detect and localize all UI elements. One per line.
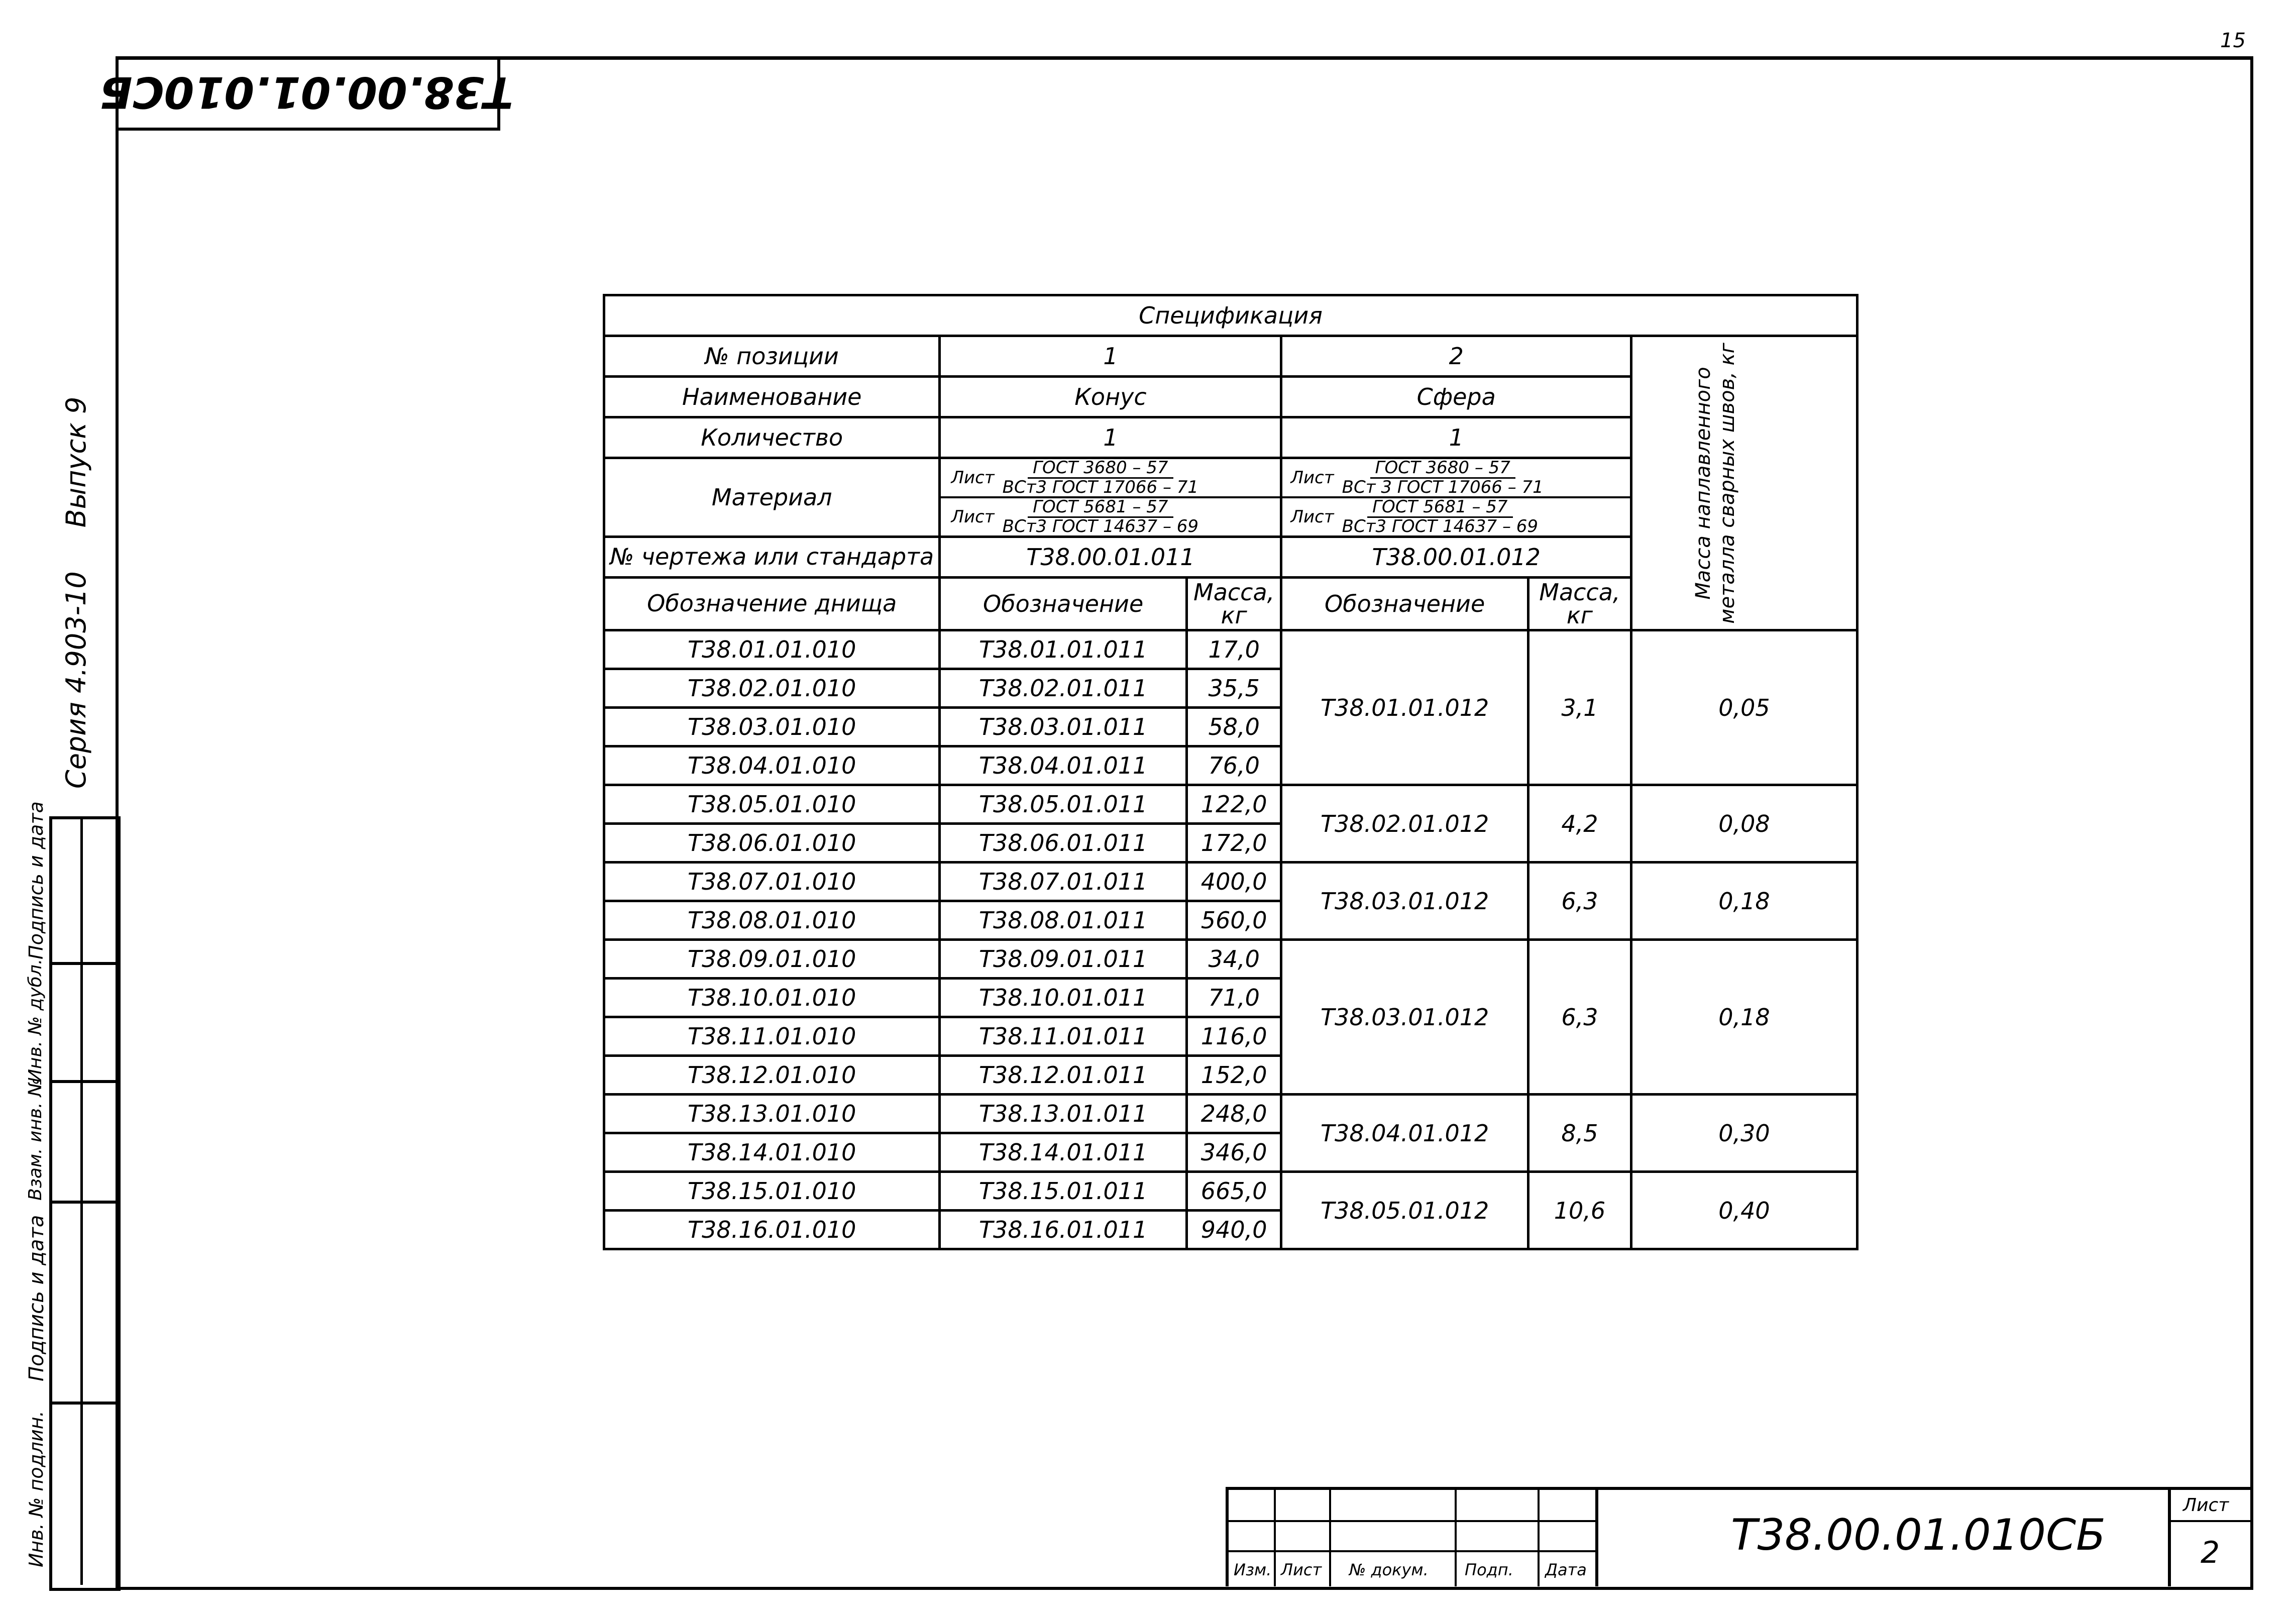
row-header-position: № позиции bbox=[604, 336, 940, 377]
cone-designation: Т38.02.01.011 bbox=[940, 669, 1186, 708]
name-1: Конус bbox=[940, 377, 1281, 417]
mass-header-2: Масса, кг bbox=[1528, 578, 1631, 630]
cone-designation: Т38.11.01.011 bbox=[940, 1017, 1186, 1056]
left-separator-4 bbox=[49, 1402, 118, 1405]
cone-designation: Т38.14.01.011 bbox=[940, 1133, 1186, 1172]
cone-mass: 116,0 bbox=[1186, 1017, 1281, 1056]
bottom-designation: Т38.03.01.010 bbox=[604, 708, 940, 746]
row-header-drawing: № чертежа или стандарта bbox=[604, 537, 940, 578]
sphere-designation: Т38.01.01.012 bbox=[1281, 630, 1528, 785]
material-1-grade-b: ВСт3 ГОСТ 14637 – 69 bbox=[1002, 516, 1199, 536]
cone-designation: Т38.16.01.011 bbox=[940, 1211, 1186, 1249]
spec-row bbox=[604, 940, 1857, 979]
quantity-1: 1 bbox=[940, 417, 1281, 458]
sphere-mass: 4,2 bbox=[1528, 785, 1631, 863]
bottom-designation: Т38.05.01.010 bbox=[604, 785, 940, 824]
cone-mass: 17,0 bbox=[1186, 630, 1281, 669]
bottom-designation: Т38.07.01.010 bbox=[604, 863, 940, 901]
left-label-replace-inv: Взам. инв. № bbox=[25, 1078, 46, 1201]
cone-mass: 34,0 bbox=[1186, 940, 1281, 979]
cone-mass: 122,0 bbox=[1186, 785, 1281, 824]
left-separator-2 bbox=[49, 1080, 118, 1083]
cone-mass: 665,0 bbox=[1186, 1172, 1281, 1211]
material-1-sheet-label-a: Лист bbox=[951, 468, 995, 488]
title-block-sheet-label: Лист bbox=[2183, 1495, 2229, 1516]
weld-mass: 0,08 bbox=[1631, 785, 1857, 863]
spec-title: Спецификация bbox=[604, 295, 1857, 336]
designation-header-1: Обозначение bbox=[940, 578, 1186, 630]
specification-table bbox=[603, 294, 1858, 1250]
position-1: 1 bbox=[940, 336, 1281, 377]
row-header-quantity: Количество bbox=[604, 417, 940, 458]
bottom-designation: Т38.04.01.010 bbox=[604, 746, 940, 785]
spec-row bbox=[604, 1095, 1857, 1133]
cone-designation: Т38.10.01.011 bbox=[940, 979, 1186, 1017]
cone-designation: Т38.06.01.011 bbox=[940, 824, 1186, 863]
quantity-2: 1 bbox=[1281, 417, 1631, 458]
series-label: Серия 4.903-10 bbox=[60, 571, 92, 789]
material-2-std-a: ГОСТ 3680 – 57 bbox=[1370, 459, 1515, 479]
left-label-original-inv: Инв. № подлин. bbox=[25, 1411, 47, 1567]
material-2-std-b: ГОСТ 5681 – 57 bbox=[1367, 498, 1512, 518]
cone-designation: Т38.13.01.011 bbox=[940, 1095, 1186, 1133]
sphere-designation: Т38.03.01.012 bbox=[1281, 940, 1528, 1095]
cone-designation: Т38.15.01.011 bbox=[940, 1172, 1186, 1211]
material-1-std-b: ГОСТ 5681 – 57 bbox=[1028, 498, 1173, 518]
row-header-bottom-designation: Обозначение днища bbox=[604, 578, 940, 630]
bottom-designation: Т38.14.01.010 bbox=[604, 1133, 940, 1172]
cone-designation: Т38.12.01.011 bbox=[940, 1056, 1186, 1095]
sphere-mass: 6,3 bbox=[1528, 940, 1631, 1095]
weld-mass: 0,18 bbox=[1631, 940, 1857, 1095]
material-2-sheet-label-a: Лист bbox=[1290, 468, 1334, 488]
bottom-designation: Т38.11.01.010 bbox=[604, 1017, 940, 1056]
bottom-designation: Т38.16.01.010 bbox=[604, 1211, 940, 1249]
title-block bbox=[1226, 1487, 2250, 1586]
drawing-2: Т38.00.01.012 bbox=[1281, 537, 1631, 578]
cone-mass: 346,0 bbox=[1186, 1133, 1281, 1172]
title-block-label-sheet: Лист bbox=[1281, 1560, 1322, 1579]
spec-row bbox=[604, 630, 1857, 669]
title-block-label-change: Изм. bbox=[1234, 1560, 1272, 1579]
weld-mass: 0,30 bbox=[1631, 1095, 1857, 1172]
bottom-designation: Т38.13.01.010 bbox=[604, 1095, 940, 1133]
issue-label: Выпуск 9 bbox=[60, 396, 92, 528]
cone-mass: 172,0 bbox=[1186, 824, 1281, 863]
material-1-sheet-label-b: Лист bbox=[951, 507, 995, 527]
sphere-mass: 6,3 bbox=[1528, 863, 1631, 940]
sphere-mass: 3,1 bbox=[1528, 630, 1631, 785]
cone-mass: 400,0 bbox=[1186, 863, 1281, 901]
mass-header-1: Масса, кг bbox=[1186, 578, 1281, 630]
left-label-signature-date-1: Подпись и дата bbox=[25, 801, 47, 959]
material-2 bbox=[1281, 458, 1631, 537]
weld-mass: 0,40 bbox=[1631, 1172, 1857, 1249]
bottom-designation: Т38.10.01.010 bbox=[604, 979, 940, 1017]
weld-mass: 0,05 bbox=[1631, 630, 1857, 785]
cone-designation: Т38.03.01.011 bbox=[940, 708, 1186, 746]
weld-mass: 0,18 bbox=[1631, 863, 1857, 940]
name-2: Сфера bbox=[1281, 377, 1631, 417]
designation-header-2: Обозначение bbox=[1281, 578, 1528, 630]
cone-mass: 35,5 bbox=[1186, 669, 1281, 708]
left-separator-1 bbox=[49, 962, 118, 965]
cone-designation: Т38.05.01.011 bbox=[940, 785, 1186, 824]
title-block-sheet-number: 2 bbox=[2201, 1535, 2220, 1570]
material-1-grade-a: ВСт3 ГОСТ 17066 – 71 bbox=[1002, 477, 1199, 497]
top-stamp-designation: Т38.00.01.010СБ bbox=[99, 67, 513, 117]
bottom-designation: Т38.15.01.010 bbox=[604, 1172, 940, 1211]
spec-row bbox=[604, 785, 1857, 824]
cone-mass: 940,0 bbox=[1186, 1211, 1281, 1249]
left-stamp-column bbox=[49, 816, 121, 1591]
sphere-mass: 8,5 bbox=[1528, 1095, 1631, 1172]
title-block-label-sign: Подп. bbox=[1465, 1560, 1513, 1579]
cone-mass: 58,0 bbox=[1186, 708, 1281, 746]
bottom-designation: Т38.08.01.010 bbox=[604, 901, 940, 940]
cone-designation: Т38.07.01.011 bbox=[940, 863, 1186, 901]
drawing-1: Т38.00.01.011 bbox=[940, 537, 1281, 578]
bottom-designation: Т38.09.01.010 bbox=[604, 940, 940, 979]
left-label-duplicate-inv: Инв. № дубл. bbox=[25, 958, 46, 1083]
cone-designation: Т38.08.01.011 bbox=[940, 901, 1186, 940]
cone-mass: 152,0 bbox=[1186, 1056, 1281, 1095]
spec-row bbox=[604, 1172, 1857, 1211]
left-separator-3 bbox=[49, 1201, 118, 1204]
page-number-top: 15 bbox=[2220, 29, 2246, 52]
sphere-designation: Т38.05.01.012 bbox=[1281, 1172, 1528, 1249]
cone-mass: 560,0 bbox=[1186, 901, 1281, 940]
bottom-designation: Т38.02.01.010 bbox=[604, 669, 940, 708]
sphere-designation: Т38.03.01.012 bbox=[1281, 863, 1528, 940]
row-header-material: Материал bbox=[604, 458, 940, 537]
cone-designation: Т38.04.01.011 bbox=[940, 746, 1186, 785]
title-block-label-doc: № докум. bbox=[1349, 1560, 1429, 1579]
material-2-sheet-label-b: Лист bbox=[1290, 507, 1334, 527]
cone-mass: 76,0 bbox=[1186, 746, 1281, 785]
bottom-designation: Т38.06.01.010 bbox=[604, 824, 940, 863]
sphere-designation: Т38.04.01.012 bbox=[1281, 1095, 1528, 1172]
material-2-grade-a: ВСт 3 ГОСТ 17066 – 71 bbox=[1342, 477, 1544, 497]
weld-mass-header: Масса наплавленного металла сварных швов, кг bbox=[1691, 342, 1739, 624]
position-2: 2 bbox=[1281, 336, 1631, 377]
cone-mass: 248,0 bbox=[1186, 1095, 1281, 1133]
sphere-designation: Т38.02.01.012 bbox=[1281, 785, 1528, 863]
material-1 bbox=[940, 458, 1281, 537]
left-label-signature-date-2: Подпись и дата bbox=[25, 1215, 48, 1381]
bottom-designation: Т38.12.01.010 bbox=[604, 1056, 940, 1095]
title-block-label-date: Дата bbox=[1545, 1560, 1587, 1579]
material-1-std-a: ГОСТ 3680 – 57 bbox=[1028, 459, 1173, 479]
cone-designation: Т38.01.01.011 bbox=[940, 630, 1186, 669]
weld-mass-header-cell bbox=[1631, 336, 1857, 630]
spec-body bbox=[604, 630, 1857, 1249]
material-2-grade-b: ВСт3 ГОСТ 14637 – 69 bbox=[1342, 516, 1539, 536]
cone-mass: 71,0 bbox=[1186, 979, 1281, 1017]
cone-designation: Т38.09.01.011 bbox=[940, 940, 1186, 979]
bottom-designation: Т38.01.01.010 bbox=[604, 630, 940, 669]
spec-row bbox=[604, 863, 1857, 901]
row-header-name: Наименование bbox=[604, 377, 940, 417]
left-inner-divider bbox=[80, 816, 83, 1585]
title-block-designation: Т38.00.01.010СБ bbox=[1731, 1510, 2106, 1560]
sphere-mass: 10,6 bbox=[1528, 1172, 1631, 1249]
